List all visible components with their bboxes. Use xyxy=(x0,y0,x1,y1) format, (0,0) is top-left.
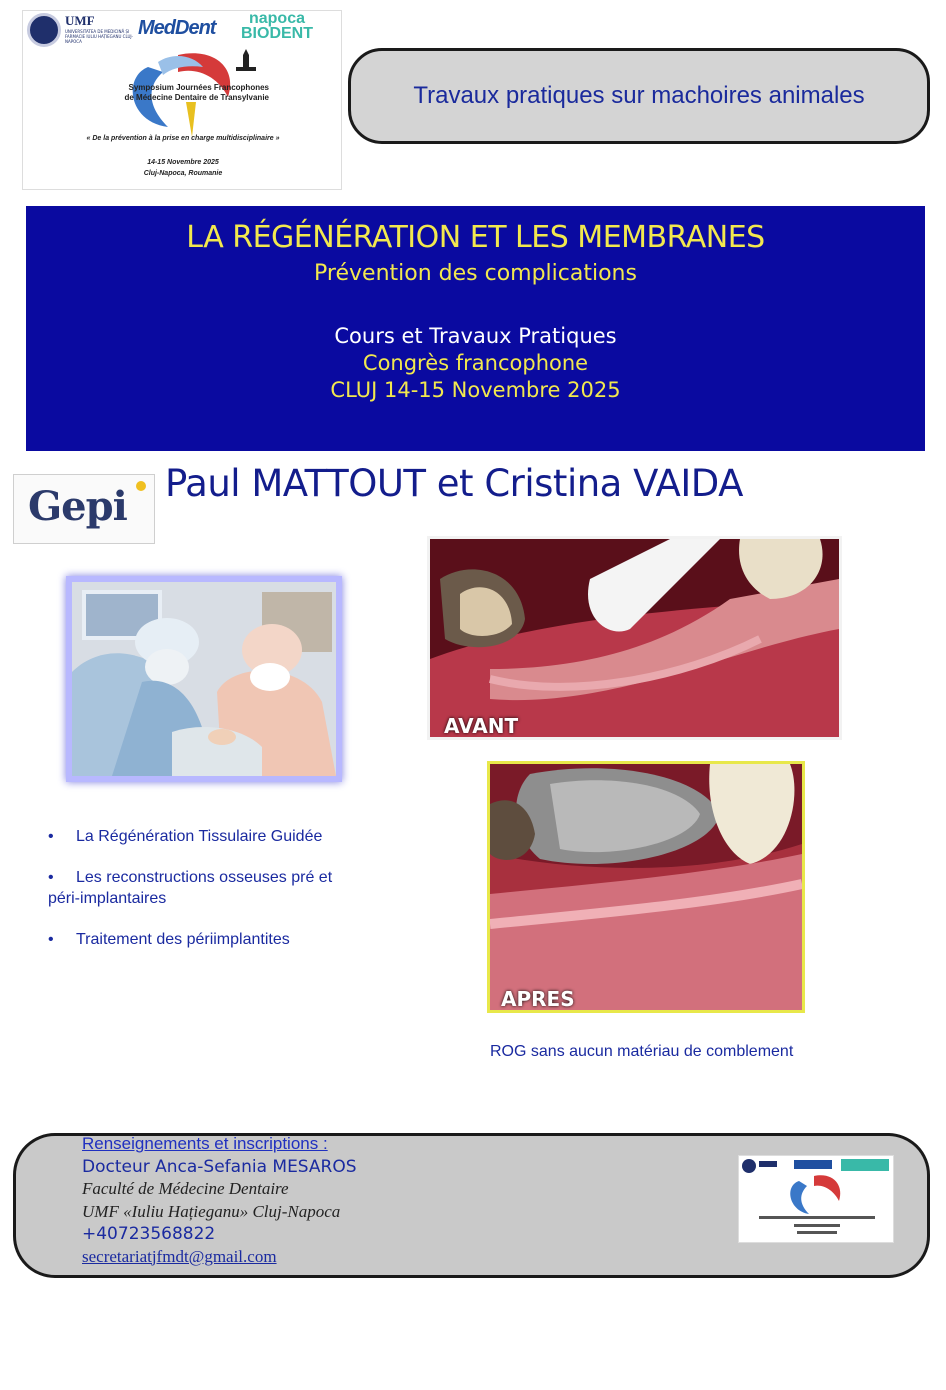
list-item: • Traitement des périimplantites xyxy=(48,931,290,948)
main-title: LA RÉGÉNÉRATION ET LES MEMBRANES xyxy=(186,220,765,255)
symposium-motto: « De la prévention à la prise en charge multidisciplinaire » xyxy=(86,135,280,142)
before-mouth-illustration xyxy=(430,539,839,737)
after-mouth-illustration xyxy=(490,764,802,1010)
before-label: AVANT xyxy=(444,714,519,738)
umf-logo-text: UMF xyxy=(65,13,95,28)
symposium-dates: 14-15 Novembre 2025 Cluj-Napoca, Roumanie xyxy=(143,159,223,177)
symposium-logo-small-graphic xyxy=(739,1156,894,1243)
after-label: APRES xyxy=(501,987,575,1011)
surgery-photo xyxy=(66,576,342,782)
symposium-logo-small xyxy=(738,1155,894,1243)
surgeons-illustration xyxy=(72,582,336,776)
gepi-logo-text: Gepi xyxy=(28,483,127,530)
photo-caption: ROG sans aucun matériau de comblement xyxy=(490,1043,794,1060)
before-photo xyxy=(427,536,842,740)
congress-line: Congrès francophone xyxy=(362,351,589,375)
date-line: CLUJ 14-15 Novembre 2025 xyxy=(330,378,621,402)
topics-list xyxy=(48,826,388,970)
contact-university: UMF «Iuliu Hațieganu» Cluj-Napoca xyxy=(82,1201,341,1221)
contact-phone: +40723568822 xyxy=(82,1224,216,1244)
practical-work-text: Travaux pratiques sur machoires animales xyxy=(413,82,865,109)
after-photo xyxy=(487,761,805,1013)
contact-email-link[interactable]: secretariatjfmdt@gmail.com xyxy=(82,1246,277,1266)
umf-seal-icon xyxy=(27,13,61,47)
symposium-title: Symposium Journées Francophones de Médecine Dentaire de Transylvanie xyxy=(124,83,269,102)
umf-logo-subtext: UNIVERSITATEA DE MEDICINĂ ȘI FARMACIE IULIU HAȚIEGANU CLUJ-NAPOCA xyxy=(65,29,133,44)
implant-dot-icon xyxy=(136,481,146,491)
main-subtitle: Prévention des complications xyxy=(314,261,637,286)
contact-name: Docteur Anca-Sefania MESAROS xyxy=(82,1156,357,1177)
list-item: • La Régénération Tissulaire Guidée xyxy=(48,828,323,845)
course-line: Cours et Travaux Pratiques xyxy=(334,324,617,348)
symposium-logo xyxy=(22,10,342,190)
title-box xyxy=(26,206,925,451)
contact-faculty: Faculté de Médecine Dentaire xyxy=(82,1179,289,1198)
napoca-biodent-logo: napoca BIODENT xyxy=(241,10,313,42)
list-item: • Les reconstructions osseuses pré et péri-implantaires xyxy=(48,869,333,907)
authors-heading: Paul MATTOUT et Cristina VAIDA xyxy=(165,462,743,505)
practical-work-banner xyxy=(348,48,930,144)
medent-logo: MedDent xyxy=(138,17,216,39)
contact-heading: Renseignements et inscriptions : xyxy=(82,1134,328,1153)
contact-info xyxy=(82,1133,357,1268)
gepi-logo xyxy=(13,474,155,544)
